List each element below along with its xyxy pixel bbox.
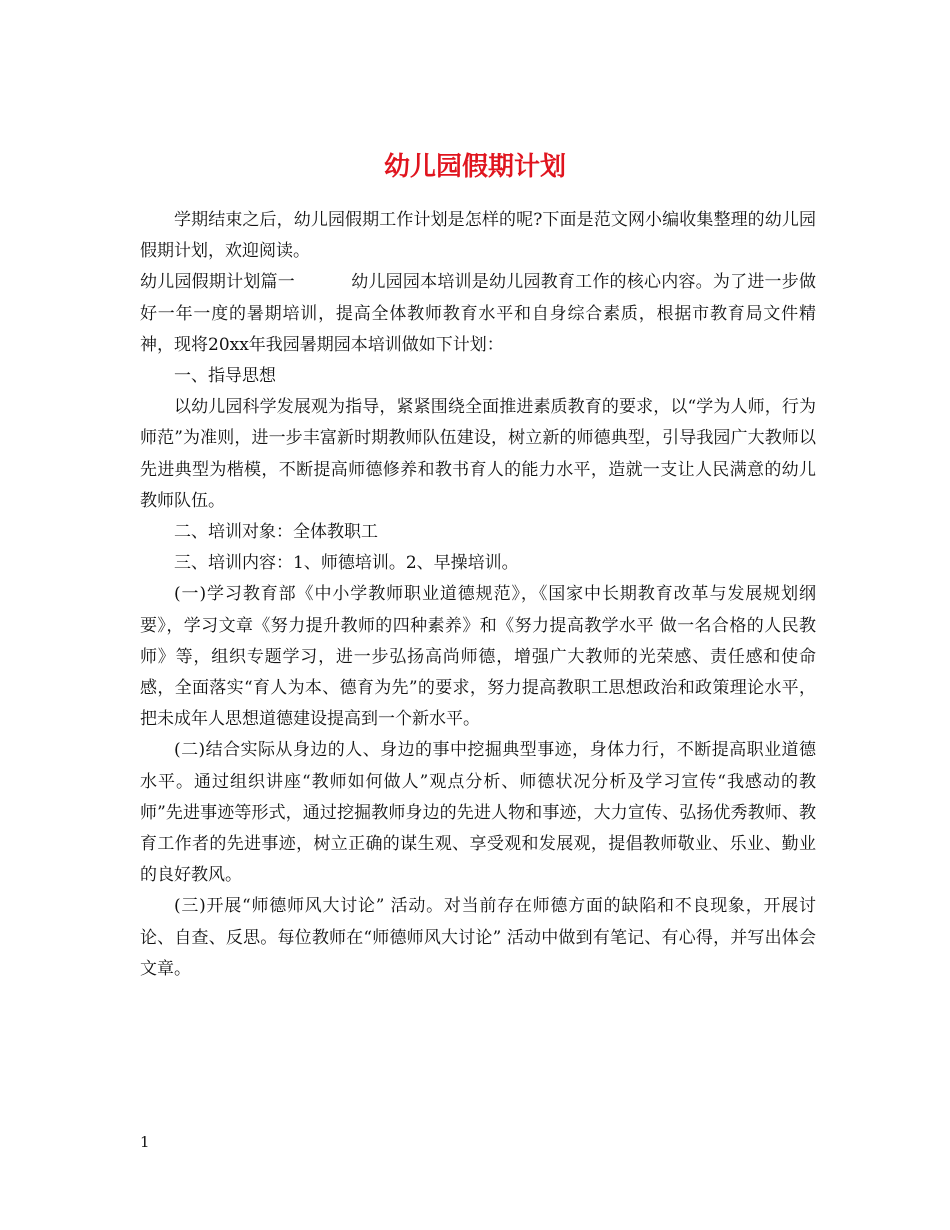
- section-text: 幼儿园园本培训是幼儿园教育工作的核心内容。为了进一步做好一年一度的暑期培训，提高全体教师教育水平和自身综合素质，根据市教育局文件精神，现将20xx年我园暑期园本培训做如下计划：: [140, 272, 816, 355]
- guiding-ideology-paragraph: 以幼儿园科学发展观为指导，紧紧围绕全面推进素质教育的要求，以“学为人师，行为师范”为准则，进一步丰富新时期教师队伍建设，树立新的师德典型，引导我园广大教师以先进典型为楷模，不断提高师德修养和教书育人的能力水平，造就一支让人民满意的幼儿教师队伍。: [140, 397, 816, 511]
- heading-training-targets: 二、培训对象：全体教职工: [174, 522, 378, 543]
- training-item-two: (二)结合实际从身边的人、身边的事中挖掘典型事迹，身体力行，不断提高职业道德水平。通过组织讲座“教师如何做人”观点分析、师德状况分析及学习宣传“我感动的教师”先进事迹等形式，通过挖掘教师身边的先进人物和事迹，大力宣传、弘扬优秀教师、教育工作者的先进事迹，树立正确的谋生观、享受观和发展观，提倡教师敬业、乐业、勤业的良好教风。: [140, 740, 816, 886]
- section-label: 幼儿园假期计划篇一: [140, 272, 295, 293]
- page-number: 1: [140, 1133, 150, 1151]
- document-title: 幼儿园假期计划: [383, 152, 566, 183]
- heading-guiding-ideology: 一、指导思想: [174, 366, 276, 387]
- section-paragraph: [140, 267, 816, 361]
- training-item-one: (一)学习教育部《中小学教师职业道德规范》，《国家中长期教育改革与发展规划纲要》，学习文章《努力提升教师的四种素养》和《努力提高教学水平 做一名合格的人民教师》等，组织专题学习，进一步弘扬高尚师德，增强广大教师的光荣感、责任感和使命感，全面落实“育人为本、德育为先”的要求，努力提高教职工思想政治和政策理论水平，把未成年人思想道德建设提高到一个新水平。: [140, 584, 816, 730]
- training-item-three: (三)开展“师德师风大讨论” 活动。对当前存在师德方面的缺陷和不良现象，开展讨论、自查、反思。每位教师在“师德师风大讨论” 活动中做到有笔记、有心得，并写出体会文章。: [140, 896, 816, 979]
- heading-training-content: 三、培训内容：1、师德培训。2、早操培训。: [174, 553, 519, 574]
- document-body: [140, 205, 816, 985]
- intro-paragraph: 学期结束之后，幼儿园假期工作计划是怎样的呢?下面是范文网小编收集整理的幼儿园假期计划，欢迎阅读。: [140, 210, 816, 262]
